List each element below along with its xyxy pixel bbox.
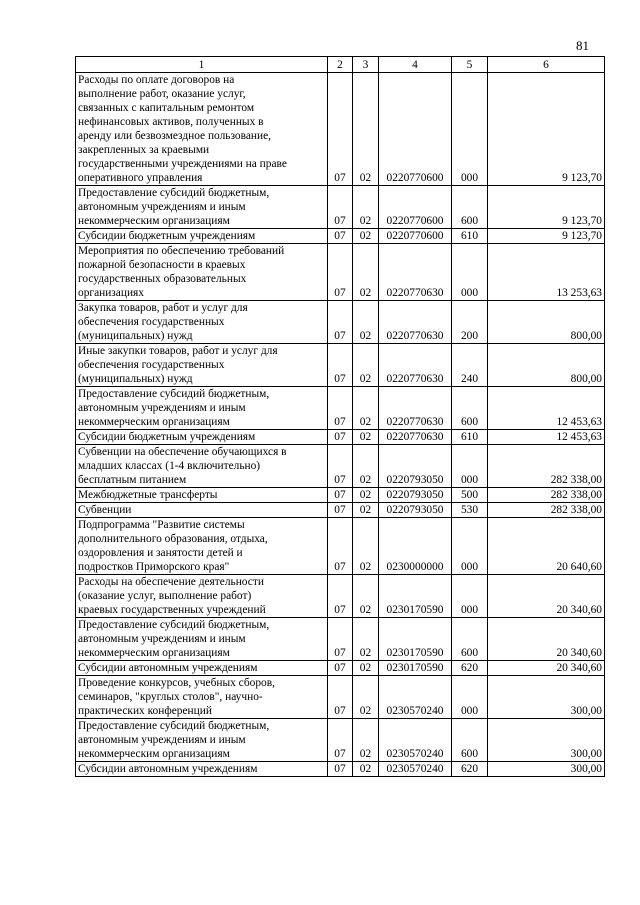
row-amount: 300,00: [488, 762, 605, 777]
row-section: 07: [328, 575, 353, 618]
row-target-code: 0220770630: [379, 430, 452, 445]
row-expense-type: 000: [452, 518, 488, 575]
row-expense-type: 240: [452, 344, 488, 387]
table-row: [76, 719, 605, 762]
row-subsection: 02: [353, 575, 379, 618]
row-expense-type: 600: [452, 719, 488, 762]
row-section: 07: [328, 387, 353, 430]
page-number: 81: [576, 38, 589, 53]
row-amount: 12 453,63: [488, 387, 605, 430]
row-amount: 282 338,00: [488, 445, 605, 488]
row-target-code: 0220770630: [379, 301, 452, 344]
row-name: Субсидии автономным учреждениям: [76, 762, 328, 777]
row-amount: 800,00: [488, 301, 605, 344]
budget-table: [75, 56, 605, 777]
row-amount: 20 340,60: [488, 575, 605, 618]
row-amount: 300,00: [488, 676, 605, 719]
row-amount: 800,00: [488, 344, 605, 387]
row-subsection: 02: [353, 762, 379, 777]
table-row: [76, 661, 605, 676]
row-expense-type: 200: [452, 301, 488, 344]
row-name: Предоставление субсидий бюджетным, автономным учреждениям и иным некоммерческим организациям: [76, 387, 328, 430]
row-name: Расходы по оплате договоров на выполнение работ, оказание услуг, связанных с капитальным ремонтом нефинансовых активов, полученных в аренду или безвозмездное пользование, закрепленных за краевыми государственными учреждениями на праве оперативного управления: [76, 73, 328, 186]
row-subsection: 02: [353, 503, 379, 518]
row-subsection: 02: [353, 229, 379, 244]
header-col-6: 6: [488, 57, 605, 73]
row-section: 07: [328, 301, 353, 344]
row-target-code: 0230000000: [379, 518, 452, 575]
row-expense-type: 600: [452, 186, 488, 229]
row-section: 07: [328, 618, 353, 661]
row-amount: 9 123,70: [488, 229, 605, 244]
row-expense-type: 620: [452, 762, 488, 777]
row-expense-type: 000: [452, 676, 488, 719]
table-row: [76, 518, 605, 575]
row-target-code: 0220770630: [379, 387, 452, 430]
table-row: [76, 344, 605, 387]
row-target-code: 0230570240: [379, 719, 452, 762]
table-row: [76, 229, 605, 244]
table-row: [76, 244, 605, 301]
row-section: 07: [328, 73, 353, 186]
table-row: [76, 387, 605, 430]
row-expense-type: 000: [452, 244, 488, 301]
row-target-code: 0220793050: [379, 488, 452, 503]
row-section: 07: [328, 488, 353, 503]
row-expense-type: 600: [452, 387, 488, 430]
row-amount: 282 338,00: [488, 503, 605, 518]
row-subsection: 02: [353, 387, 379, 430]
row-subsection: 02: [353, 488, 379, 503]
header-col-2: 2: [328, 57, 353, 73]
row-name: Подпрограмма "Развитие системы дополнительного образования, отдыха, оздоровления и занятости детей и подростков Приморского края": [76, 518, 328, 575]
row-name: Субвенции: [76, 503, 328, 518]
row-section: 07: [328, 518, 353, 575]
row-subsection: 02: [353, 186, 379, 229]
row-subsection: 02: [353, 518, 379, 575]
table-row: [76, 186, 605, 229]
row-amount: 9 123,70: [488, 73, 605, 186]
row-expense-type: 610: [452, 430, 488, 445]
row-amount: 20 340,60: [488, 661, 605, 676]
row-name: Межбюджетные трансферты: [76, 488, 328, 503]
row-target-code: 0230170590: [379, 575, 452, 618]
row-amount: 282 338,00: [488, 488, 605, 503]
table-row: [76, 430, 605, 445]
row-name: Иные закупки товаров, работ и услуг для обеспечения государственных (муниципальных) нужд: [76, 344, 328, 387]
row-target-code: 0220770600: [379, 229, 452, 244]
row-expense-type: 000: [452, 73, 488, 186]
row-name: Расходы на обеспечение деятельности (оказание услуг, выполнение работ) краевых государственных учреждений: [76, 575, 328, 618]
row-target-code: 0220770630: [379, 344, 452, 387]
row-amount: 20 340,60: [488, 618, 605, 661]
header-col-5: 5: [452, 57, 488, 73]
row-expense-type: 530: [452, 503, 488, 518]
row-expense-type: 000: [452, 445, 488, 488]
row-section: 07: [328, 344, 353, 387]
row-amount: 9 123,70: [488, 186, 605, 229]
header-col-3: 3: [353, 57, 379, 73]
row-subsection: 02: [353, 301, 379, 344]
row-target-code: 0220770600: [379, 73, 452, 186]
row-expense-type: 620: [452, 661, 488, 676]
row-name: Проведение конкурсов, учебных сборов, семинаров, "круглых столов", научно- практических конференций: [76, 676, 328, 719]
row-expense-type: 610: [452, 229, 488, 244]
row-subsection: 02: [353, 344, 379, 387]
row-amount: 300,00: [488, 719, 605, 762]
table-row: [76, 618, 605, 661]
row-subsection: 02: [353, 73, 379, 186]
table-row: [76, 575, 605, 618]
row-section: 07: [328, 661, 353, 676]
table-row: [76, 762, 605, 777]
row-target-code: 0220793050: [379, 445, 452, 488]
table-header-row: [76, 57, 605, 73]
row-subsection: 02: [353, 661, 379, 676]
row-name: Предоставление субсидий бюджетным, автономным учреждениям и иным некоммерческим организациям: [76, 618, 328, 661]
table-row: [76, 301, 605, 344]
header-col-1: 1: [76, 57, 328, 73]
row-name: Мероприятия по обеспечению требований пожарной безопасности в краевых государственных образовательных организациях: [76, 244, 328, 301]
row-target-code: 0230170590: [379, 618, 452, 661]
table-row: [76, 445, 605, 488]
row-section: 07: [328, 719, 353, 762]
row-name: Субсидии автономным учреждениям: [76, 661, 328, 676]
row-name: Закупка товаров, работ и услуг для обеспечения государственных (муниципальных) нужд: [76, 301, 328, 344]
row-subsection: 02: [353, 719, 379, 762]
row-expense-type: 500: [452, 488, 488, 503]
row-amount: 20 640,60: [488, 518, 605, 575]
row-amount: 12 453,63: [488, 430, 605, 445]
row-target-code: 0220770600: [379, 186, 452, 229]
row-subsection: 02: [353, 618, 379, 661]
table-row: [76, 503, 605, 518]
row-subsection: 02: [353, 445, 379, 488]
row-expense-type: 000: [452, 575, 488, 618]
row-section: 07: [328, 229, 353, 244]
row-target-code: 0230170590: [379, 661, 452, 676]
header-col-4: 4: [379, 57, 452, 73]
row-name: Предоставление субсидий бюджетным, автономным учреждениям и иным некоммерческим организациям: [76, 186, 328, 229]
row-subsection: 02: [353, 676, 379, 719]
row-subsection: 02: [353, 244, 379, 301]
row-target-code: 0220793050: [379, 503, 452, 518]
row-section: 07: [328, 762, 353, 777]
row-section: 07: [328, 186, 353, 229]
row-section: 07: [328, 244, 353, 301]
row-name: Предоставление субсидий бюджетным, автономным учреждениям и иным некоммерческим организациям: [76, 719, 328, 762]
row-section: 07: [328, 445, 353, 488]
row-section: 07: [328, 503, 353, 518]
row-name: Субвенции на обеспечение обучающихся в младших классах (1-4 включительно) бесплатным питанием: [76, 445, 328, 488]
row-name: Субсидии бюджетным учреждениям: [76, 430, 328, 445]
row-section: 07: [328, 430, 353, 445]
table-row: [76, 73, 605, 186]
table-body: [76, 73, 605, 777]
row-target-code: 0230570240: [379, 676, 452, 719]
row-target-code: 0230570240: [379, 762, 452, 777]
row-section: 07: [328, 676, 353, 719]
row-subsection: 02: [353, 430, 379, 445]
row-name: Субсидии бюджетным учреждениям: [76, 229, 328, 244]
row-target-code: 0220770630: [379, 244, 452, 301]
row-expense-type: 600: [452, 618, 488, 661]
row-amount: 13 253,63: [488, 244, 605, 301]
table-row: [76, 488, 605, 503]
table-row: [76, 676, 605, 719]
